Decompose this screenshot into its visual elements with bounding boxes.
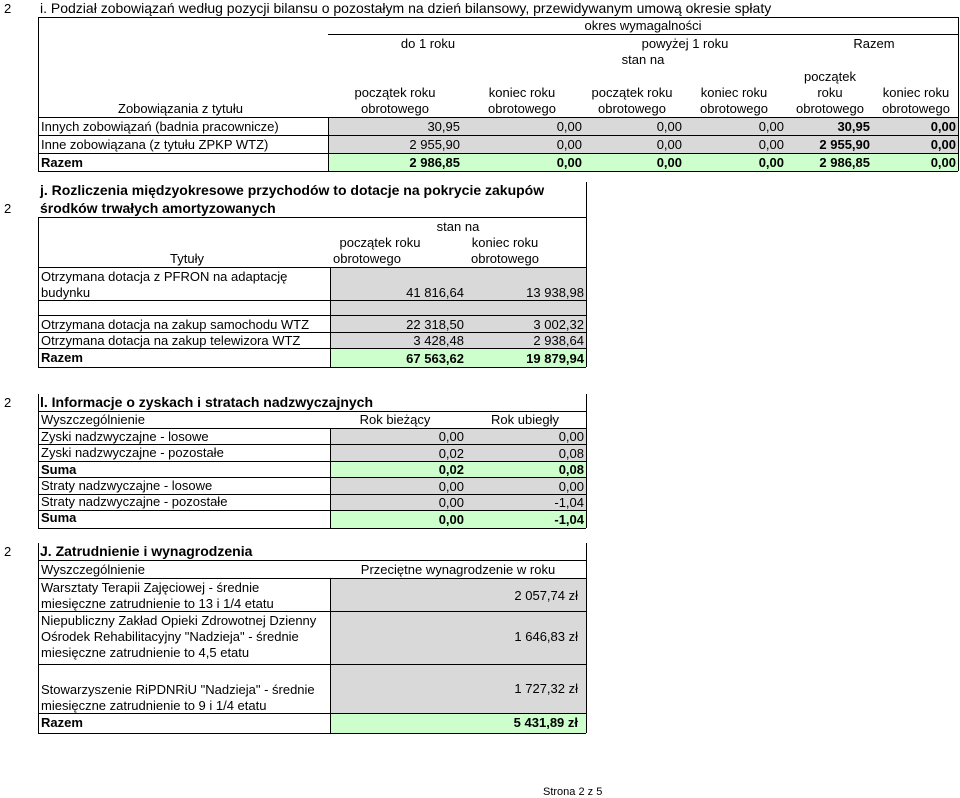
cell: 1 727,32 zł (514, 681, 578, 696)
cell: 19 879,94 (526, 351, 584, 366)
section-title: l. Informacje o zyskach i stratach nadzwyczajnych (40, 394, 374, 410)
header-stan-na: stan na (436, 219, 480, 234)
col-kr-1b: obrotowego (488, 101, 556, 116)
row-label: Zyski nadzwyczajne - pozostałe (41, 445, 224, 460)
section-title: i. Podział zobowiązań według pozycji bilansu o pozostałym na dzień bilansowy, przewidywanym umową okresie spłaty (40, 0, 772, 16)
cell: 1 646,83 zł (514, 629, 578, 644)
row-label: Suma (41, 510, 77, 525)
header-rok-ubiegly: Rok ubiegły (491, 412, 559, 427)
cell: -1,04 (554, 512, 584, 527)
row-label: Otrzymana dotacja na zakup telewizora WTZ (41, 333, 301, 348)
cell: 13 938,98 (526, 285, 584, 300)
row-label: Niepubliczny Zakład Opieki Zdrowotnej Dzienny (41, 613, 317, 628)
header-rok-biezacy: Rok bieżący (359, 412, 431, 427)
header-pow1: powyżej 1 roku (641, 36, 729, 51)
header-razem: Razem (853, 36, 895, 51)
cell: 0,02 (438, 446, 464, 461)
cell: 3 002,32 (533, 317, 584, 332)
cell: 0,00 (438, 479, 464, 494)
row-label: Warsztaty Terapii Zajęciowej - średnie (41, 580, 260, 595)
cell: 0,00 (438, 429, 464, 444)
row-label: Straty nadzwyczajne - losowe (41, 478, 213, 493)
cell: 0,00 (930, 119, 956, 134)
cell: 0,00 (438, 495, 464, 510)
cell: 67 563,62 (406, 351, 464, 366)
cell: 0,00 (656, 137, 682, 152)
cell: 0,00 (656, 119, 682, 134)
cell: 5 431,89 zł (513, 715, 578, 730)
cell: 0,08 (558, 462, 584, 477)
cell: 0,00 (558, 429, 584, 444)
section-number: 2 (4, 395, 12, 410)
col-pr-2: początek roku (591, 85, 673, 100)
header-wyszczegolnienie: Wyszczególnienie (41, 562, 145, 577)
col-label: Tytuły (170, 251, 204, 266)
page-number: Strona 2 z 5 (543, 786, 603, 798)
cell: 30,95 (427, 119, 460, 134)
col-pr-1: początek roku (354, 85, 436, 100)
cell: 0,00 (556, 119, 582, 134)
col-pr-1b: obrotowego (361, 101, 429, 116)
row-label: Razem (41, 155, 83, 170)
section-number: 2 (4, 544, 12, 559)
col-kr-b: obrotowego (471, 251, 539, 266)
row-label: miesięczne zatrudnienie to 13 i 1/4 etatu (41, 596, 274, 611)
row-label: Ośrodek Rehabilitacyjny "Nadzieja" - średnie (41, 629, 299, 644)
cell: 3 428,48 (413, 333, 464, 348)
row-label: Otrzymana dotacja z PFRON na adaptację (41, 269, 288, 284)
col-pr: początek roku (339, 235, 421, 250)
cell: 2 057,74 zł (514, 588, 578, 603)
row-label: Innych zobowiązań (badnia pracownicze) (41, 119, 279, 134)
section-title: środków trwałych amortyzowanych (40, 200, 276, 216)
section-title: J. Zatrudnienie i wynagrodzenia (40, 543, 253, 559)
col-pr-3b: roku (817, 85, 843, 100)
cell: 0,00 (758, 137, 784, 152)
col-kr-1: koniec roku (488, 85, 556, 100)
row-label: Razem (41, 715, 83, 730)
col-kr: koniec roku (471, 235, 539, 250)
cell: 0,02 (438, 462, 464, 477)
col-kr-3b: obrotowego (882, 101, 950, 116)
cell: 0,00 (556, 155, 582, 170)
header-okres: okres wymagalności (584, 18, 702, 33)
row-label: Stowarzyszenie RiPDNRiU "Nadzieja" - średnie (41, 682, 315, 697)
cell: 0,00 (656, 155, 682, 170)
cell: 30,95 (837, 119, 870, 134)
cell: 2 955,90 (409, 137, 460, 152)
cell: 0,00 (930, 155, 956, 170)
row-label: Straty nadzwyczajne - pozostałe (41, 494, 228, 509)
cell: 0,08 (558, 446, 584, 461)
section-number: 2 (4, 201, 12, 216)
header-stan-na: stan na (621, 52, 665, 67)
row-label: miesięczne zatrudnienie to 4,5 etatu (41, 645, 250, 660)
row-label: Zyski nadzwyczajne - losowe (41, 429, 209, 444)
col-label: Zobowiązania z tytułu (118, 101, 244, 116)
cell: 0,00 (930, 137, 956, 152)
section-number: 2 (4, 1, 12, 16)
cell: -1,04 (554, 495, 584, 510)
row-label: Razem (41, 350, 83, 365)
cell: 2 986,85 (409, 155, 460, 170)
row-label: Suma (41, 462, 77, 477)
header-wyszczegolnienie: Wyszczególnienie (41, 412, 145, 427)
cell: 0,00 (556, 137, 582, 152)
col-pr-3c: obrotowego (796, 101, 864, 116)
col-pr-3: początek (803, 69, 857, 84)
header-do1: do 1 roku (400, 36, 456, 51)
col-pr-2b: obrotowego (598, 101, 666, 116)
row-label: Otrzymana dotacja na zakup samochodu WTZ (41, 317, 310, 332)
cell: 22 318,50 (406, 317, 464, 332)
cell: 0,00 (438, 512, 464, 527)
cell: 0,00 (758, 155, 784, 170)
header-wynagrodzenie: Przeciętne wynagrodzenie w roku (360, 562, 556, 577)
col-pr-b: obrotowego (333, 251, 401, 266)
cell: 2 986,85 (819, 155, 870, 170)
cell: 0,00 (558, 479, 584, 494)
row-label: Inne zobowiązana (z tytułu ZPKP WTZ) (41, 137, 269, 152)
cell: 2 955,90 (819, 137, 870, 152)
col-kr-2: koniec roku (700, 85, 768, 100)
col-kr-2b: obrotowego (700, 101, 768, 116)
row-label: budynku (41, 285, 91, 300)
col-kr-3: koniec roku (882, 85, 950, 100)
section-title: j. Rozliczenia międzyokresowe przychodów to dotacje na pokrycie zakupów (40, 182, 545, 198)
cell: 2 938,64 (533, 333, 584, 348)
cell: 0,00 (758, 119, 784, 134)
cell: 41 816,64 (406, 285, 464, 300)
row-label: miesięczne zatrudnienie to 9 i 1/4 etatu (41, 698, 267, 713)
